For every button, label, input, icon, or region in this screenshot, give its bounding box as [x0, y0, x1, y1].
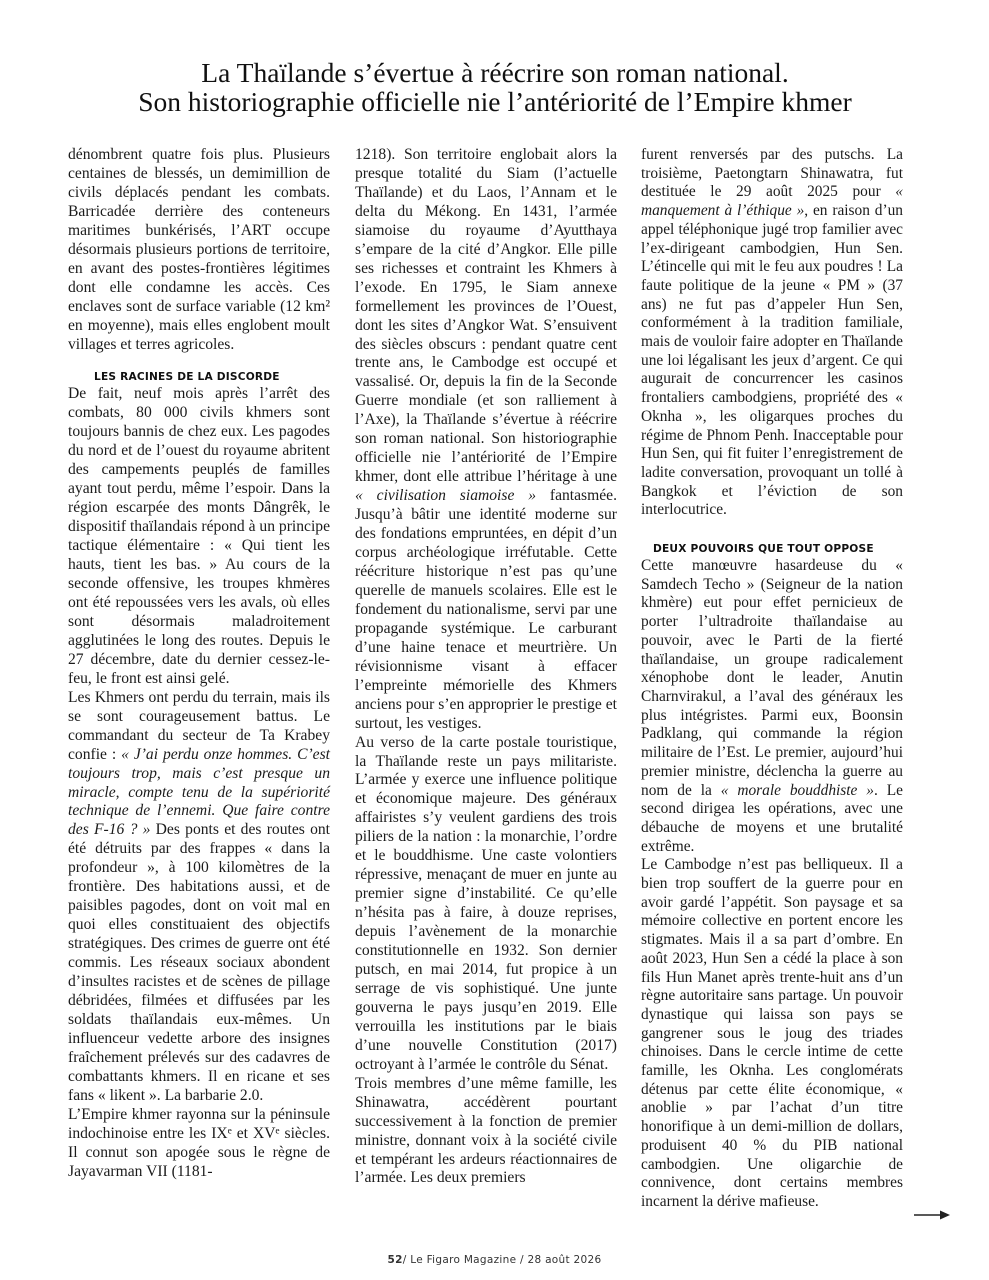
paragraph: dénombrent quatre fois plus. Plusieurs centaines de blessés, un demimillion de civils déplacés pendant les combats. Barricadée derrière des conteneurs maritimes bunkérisés, l’ART occupe désormais plusieurs portions de territoire, en avant des postes-frontières légitimes dont elle condamne les accès. Ces enclaves sont de surface variable (12 km² en moyenne), mais elles englobent moult villages et terres agricoles.: [68, 146, 330, 353]
headline: [60, 58, 930, 116]
text-run: , en raison d’un appel téléphonique jugé trop familier avec l’ex-dirigeant cambodgien, Hun Sen. L’étincelle qui mit le feu aux poudres ! La faute politique de la jeune « PM » (37 ans) ne fut pas d’appeler Hun Sen, conformément à la tradition familiale, mais de vouloir faire adopter en Thaïlande une loi légalisant les jeux d’argent. Ce qui augurait de concurrencer les casinos frontaliers cambodgiens, propriété des « Oknha », les oligarques proches du régime de Phnom Penh. Inacceptable pour Hun Sen, qui fit fuiter l’enregistrement de ladite conversation, provoquant un tollé à Bangkok et l’éviction de son interlocutrice.: [641, 202, 903, 519]
text-run: 1218). Son territoire englobait alors la presque totalité du Siam (l’actuelle Thaïlande) et du Laos, l’Annam et le delta du Mékong. En 1431, l’armée siamoise du royaume d’Ayutthaya s’empare de la cité d’Angkor. Elle pille ses richesses et contraint les Khmers à l’exode. En 1795, le Siam annexe formellement les provinces de l’Ouest, dont les sites d’Angkor Wat. S’ensuivent des siècles obscurs : pendant quatre cent trente ans, le Cambodge est occupé et vassalisé. Or, depuis la fin de la Seconde Guerre mondiale (et son ralliement à l’Axe), la Thaïlande s’évertue à réécrire son roman national. Son historiographie officielle nie l’antériorité de l’Empire khmer, dont elle attribue l’héritage à une: [355, 146, 617, 486]
headline-line-2: Son historiographie officielle nie l’antériorité de l’Empire khmer: [138, 86, 852, 117]
column-1: [68, 146, 330, 1182]
column-2: [355, 146, 617, 1188]
paragraph: Au verso de la carte postale touristique, la Thaïlande reste un pays militariste. L’armée y exerce une influence politique et économique majeure. Des généraux affairistes s’y veulent gardiens des trois piliers de la nation : la monarchie, l’ordre et le bouddhisme. Une caste volontiers répressive, menaçant de muer en junte au premier signe d’instabilité. Ce qu’elle n’hésita pas à faire, à douze reprises, depuis l’avènement de la monarchie constitutionnelle en 1932. Son dernier putsch, en mai 2014, fut propice à un serrage de vis sophistiqué. Une junte gouverna le pays jusqu’en 2019. Elle verrouilla les institutions par le biais d’une nouvelle Constitution (2017) octroyant à l’armée le contrôle du Sénat.: [355, 733, 617, 1073]
publication-info: / Le Figaro Magazine / 28 août 2026: [402, 1254, 602, 1266]
arrow-right-icon: [912, 1208, 952, 1222]
italic-phrase: « morale bouddhiste »: [720, 781, 874, 799]
page-footer: [0, 1254, 989, 1266]
paragraph: De fait, neuf mois après l’arrêt des combats, 80 000 civils khmers sont toujours bannis de chez eux. Les pagodes du nord et de l’ouest du royaume abritent des campements peuplés de familles ayant tout perdu, même l’espoir. Dans la région escarpée des monts Dângrêk, le dispositif thaïlandais répond à un principe tactique élémentaire : « Qui tient les hauts, tient les bas. » Au cours de la seconde offensive, les troupes khmères ont été repoussées vers les avals, où elles sont désormais maladroitement agglutinées le long des routes. Depuis le 27 décembre, date du dernier cessez-le-feu, le front est ainsi gelé.: [68, 385, 331, 687]
italic-phrase: « civilisation siamoise »: [355, 487, 537, 505]
paragraph: Le Cambodge n’est pas belliqueux. Il a bien trop souffert de la guerre pour en avoir gardé l’appétit. Son paysage et sa mémoire collective en portent encore les stigmates. Mais il a sa part d’ombre. En août 2023, Hun Sen a cédé la place à son fils Hun Manet après trente-huit ans d’un règne autoritaire sans partage. Un pouvoir dynastique qui laissa son pays se gangrener sous le joug des triades chinoises. Dans le cercle intime de cette famille, les Oknha. Les conglomérats détenus par cette élite économique, « anoblie » par l’achat d’un titre honorifique à un demi-million de dollars, produisent 40 % du PIB national cambodgien. Une oligarchie de connivence, dont certains membres incarnent la dérive mafieuse.: [641, 856, 903, 1210]
text-run: fantasmée. Jusqu’à bâtir une identité moderne sur des fondations empruntées, en dépit d’un corpus archéologique irréfutable. Cette réécriture historique n’est pas qu’une querelle de manuels scolaires. Elle est le fondement du nationalisme, servi par une propagande systémique. Le carburant d’une haine tenace et meurtrière. Un révisionnisme visant à effacer l’empreinte mémorielle des Khmers anciens pour s’en approprier le prestige et surtout, les vestiges.: [355, 487, 617, 732]
text-run: Des ponts et des routes ont été détruits par des frappes « dans la profondeur », à 100 kilomètres de la frontière. Des habitations aussi, et de paisibles pagodes, dont on voit mal en quoi elles constituaient des objectifs stratégiques. Des crimes de guerre ont été commis. Les réseaux sociaux abondent d’insultes racistes et de scènes de pillage débridées, filmées et diffusées par les soldats thaïlandais eux-mêmes. Un influenceur vedette arbore des insignes fraîchement prélevés sur des cadavres de combattants khmers. Il en ricane et ses fans « likent ». La barbarie 2.0.: [68, 821, 330, 1104]
text-run: Les Khmers ont perdu du terrain, mais ils se sont courageusement battus. Le commandant du secteur de Ta Krabey confie :: [68, 688, 330, 763]
subheading: LES RACINES DE LA DISCORDE: [94, 371, 280, 384]
page-number: 52: [387, 1254, 403, 1266]
subheading: DEUX POUVOIRS QUE TOUT OPPOSE: [653, 543, 874, 556]
paragraph: L’Empire khmer rayonna sur la péninsule indochinoise entre les IXᵉ et XVᵉ siècles. Il connut son apogée sous le règne de Jayavarman VII (1181-: [68, 1105, 330, 1180]
article-body: [0, 146, 989, 1226]
paragraph: [355, 146, 617, 734]
text-run: furent renversés par des putschs. La troisième, Paetongtarn Shinawatra, fut destituée le 29 août 2025 pour: [641, 146, 903, 201]
paragraph: Trois membres d’une même famille, les Shinawatra, accédèrent pourtant successivement à la fonction de premier ministre, donnant voix à la société civile et tempérant les ardeurs réactionnaires de l’armée. Les deux premiers: [355, 1074, 617, 1187]
paragraph: [641, 146, 903, 520]
quote: « J’ai perdu onze hommes. C’est toujours trop, mais c’est presque un miracle, compte tenu de la supériorité technique de l’ennemi. Que faire contre des F-16 ? »: [68, 745, 330, 839]
column-3: [641, 146, 903, 1212]
paragraph: [68, 689, 330, 1106]
text-run: . Le second dirigea les opérations, avec une débauche de moyens et une brutalité extrême.: [641, 781, 903, 855]
text-run: Cette manœuvre hasardeuse du « Samdech Techo » (Seigneur de la nation khmère) eut pour effet pernicieux de porter l’ultradroite thaïlandaise au pouvoir, avec le Parti de la fierté thaïlandaise, un groupe radicalement xénophobe dont le leader, Anutin Charnvirakul, a l’aval des généraux les plus intégristes. Parmi eux, Boonsin Padklang, qui commande la région militaire de l’Est. Le premier, aujourd’hui premier ministre, déclencha la guerre au nom de la: [641, 557, 903, 799]
paragraph: [641, 557, 903, 856]
italic-phrase: « manquement à l’éthique »: [641, 183, 903, 220]
headline-line-1: La Thaïlande s’évertue à réécrire son roman national.: [201, 57, 789, 88]
